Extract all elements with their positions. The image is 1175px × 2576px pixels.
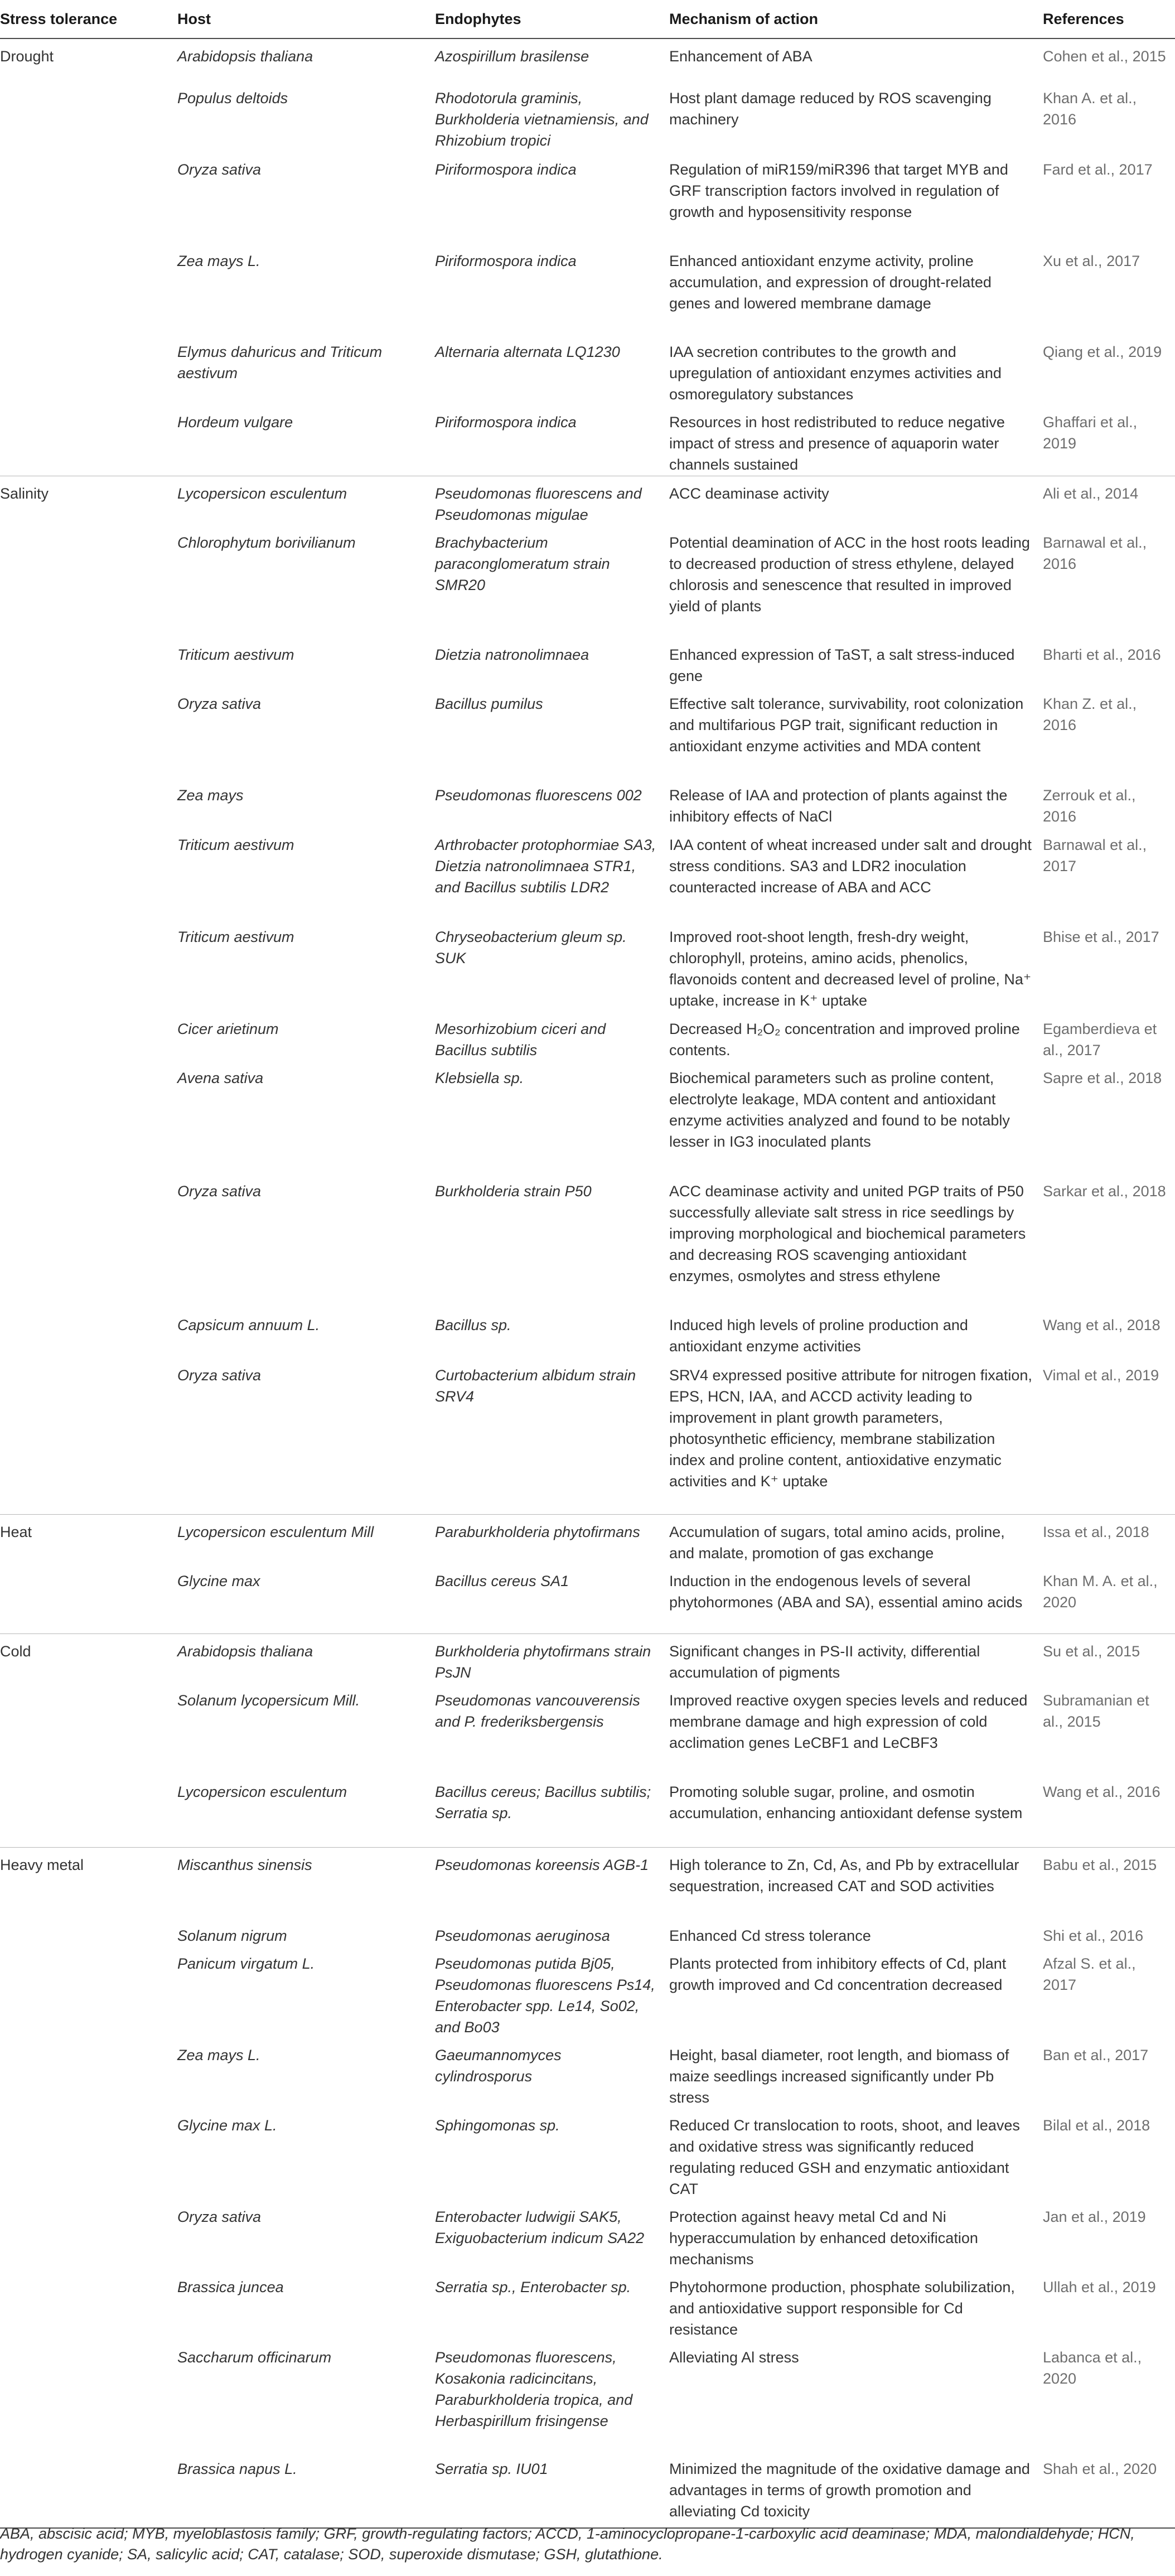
host-cell: Oryza sativa — [177, 2208, 262, 2225]
stress-tolerance-cell — [0, 152, 173, 244]
host-cell: Glycine max — [177, 1572, 260, 1589]
reference-cell: Shah et al., 2020 — [1038, 2452, 1175, 2528]
endophytes-cell: Bacillus cereus SA1 — [435, 1572, 569, 1589]
stress-tolerance-cell — [0, 1358, 173, 1514]
endophytes-cell: Burkholderia strain P50 — [435, 1183, 592, 1200]
stress-tolerance-cell — [0, 335, 173, 405]
host-cell: Miscanthus sinensis — [173, 1847, 431, 1918]
stress-tolerance-cell — [0, 1564, 173, 1634]
reference-cell: Ghaffari et al., 2019 — [1043, 414, 1138, 452]
header-row — [0, 0, 1175, 38]
table-row — [0, 2038, 1175, 2108]
table-footnote: ABA, abscisic acid; MYB, myeloblastosis family; GRF, growth-regulating factors; ACCD, 1-aminocyclopropane-1-carboxylic acid deaminase; MDA, malondialdehyde; HCN, hydrogen cyanide; SA, salicylic acid; CAT, catalase; SOD, superoxide dismutase; GSH, glutathione. — [0, 2525, 1135, 2563]
endophytes-cell: Rhodotorula graminis, Burkholderia vietnamiensis, and Rhizobium tropici — [435, 90, 649, 149]
host-cell: Zea mays L. — [177, 2047, 260, 2063]
endophytes-cell: Chryseobacterium gleum sp. SUK — [435, 929, 627, 966]
mechanism-cell: Height, basal diameter, root length, and biomass of maize seedlings increased significantly under Pb stress — [669, 2047, 1009, 2106]
endophytes-cell: Piriformospora indica — [435, 161, 577, 178]
host-cell: Lycopersicon esculentum — [173, 476, 431, 525]
endophytes-cell: Mesorhizobium ciceri and Bacillus subtilis — [435, 1021, 606, 1059]
stress-tolerance-cell — [0, 2038, 173, 2108]
table-row — [0, 476, 1175, 525]
mechanism-cell: Enhanced Cd stress tolerance — [669, 1927, 871, 1944]
host-cell: Solanum lycopersicum Mill. — [177, 1692, 360, 1709]
host-cell: Zea mays — [177, 787, 244, 804]
header-references: References — [1038, 0, 1175, 38]
host-cell: Lycopersicon esculentum — [177, 1784, 347, 1800]
mechanism-cell: Biochemical parameters such as proline content, electrolyte leakage, MDA content and antioxidant enzyme activities analyzed and found to be notably lesser in IG3 inoculated plants — [669, 1070, 1010, 1150]
table-body — [0, 38, 1175, 2528]
reference-cell: Khan Z. et al., 2016 — [1043, 695, 1137, 733]
host-cell: Brassica juncea — [177, 2279, 284, 2295]
mechanism-cell: Plants protected from inhibitory effects of Cd, plant growth improved and Cd concentration decreased — [669, 1955, 1007, 1993]
reference-cell: Zerrouk et al., 2016 — [1043, 787, 1136, 825]
reference-cell: Labanca et al., 2020 — [1043, 2349, 1142, 2387]
table-row — [0, 1634, 1175, 1684]
endophytes-cell: Dietzia natronolimnaea — [435, 646, 589, 663]
mechanism-cell: Accumulation of sugars, total amino acids, proline, and malate, promotion of gas exchange — [665, 1514, 1038, 1564]
reference-cell: Qiang et al., 2019 — [1043, 344, 1162, 360]
table-row — [0, 405, 1175, 476]
stress-tolerance-cell — [0, 778, 173, 828]
endophytes-cell: Piriformospora indica — [435, 253, 577, 269]
stress-tolerance-cell — [0, 1683, 173, 1775]
mechanism-cell: Enhancement of ABA — [669, 48, 813, 65]
host-cell: Cicer arietinum — [177, 1021, 279, 1037]
host-cell: Elymus dahuricus and Triticum aestivum — [177, 344, 383, 381]
endophytes-cell: Sphingomonas sp. — [435, 2117, 560, 2134]
endophytes-cell: Arthrobacter protophormiae SA3, Dietzia natronolimnaea STR1, and Bacillus subtilis LDR2 — [435, 837, 656, 896]
host-cell: Oryza sativa — [177, 1367, 262, 1384]
table-row — [0, 1174, 1175, 1308]
table-row — [0, 778, 1175, 828]
mechanism-cell: Release of IAA and protection of plants against the inhibitory effects of NaCl — [669, 787, 1008, 825]
stress-tolerance-cell — [0, 2270, 173, 2340]
host-cell: Oryza sativa — [177, 161, 262, 178]
host-cell: Brassica napus L. — [173, 2452, 431, 2528]
reference-cell: Ullah et al., 2019 — [1043, 2279, 1156, 2295]
host-cell: Hordeum vulgare — [177, 414, 293, 431]
host-cell: Arabidopsis thaliana — [177, 48, 313, 65]
reference-cell: Subramanian et al., 2015 — [1043, 1692, 1149, 1730]
mechanism-cell: Potential deamination of ACC in the host roots leading to decreased production of stress ethylene, delayed chlorosis and senescence that resulted in improved yield of plants — [669, 534, 1030, 615]
host-cell: Lycopersicon esculentum Mill — [173, 1514, 431, 1564]
mechanism-cell: Host plant damage reduced by ROS scavenging machinery — [669, 90, 992, 128]
header-mechanism: Mechanism of action — [665, 0, 1038, 38]
endophytes-cell: Gaeumannomyces cylindrosporus — [435, 2047, 562, 2085]
host-cell: Oryza sativa — [177, 695, 262, 712]
reference-cell: Bharti et al., 2016 — [1043, 646, 1161, 663]
endophytes-cell: Pseudomonas koreensis AGB-1 — [431, 1847, 665, 1918]
header-host: Host — [173, 0, 431, 38]
reference-cell: Cohen et al., 2015 — [1043, 48, 1166, 65]
stress-tolerance-cell — [0, 1918, 173, 1946]
table-row — [0, 1847, 1175, 1918]
mechanism-cell: Induced high levels of proline production and antioxidant enzyme activities — [669, 1317, 968, 1355]
mechanism-cell: Reduced Cr translocation to roots, shoot, and leaves and oxidative stress was significantly reduced regulating reduced GSH and enzymatic antioxidant CAT — [669, 2117, 1020, 2197]
stress-tolerance-cell: Heat — [0, 1514, 173, 1564]
reference-cell: Issa et al., 2018 — [1038, 1514, 1175, 1564]
table-row — [0, 1358, 1175, 1514]
stress-tolerance-cell — [0, 1775, 173, 1847]
table-row — [0, 2108, 1175, 2200]
endophytes-cell: Burkholderia phytofirmans strain PsJN — [431, 1634, 665, 1684]
host-cell: Panicum virgatum L. — [177, 1955, 315, 1972]
host-cell: Arabidopsis thaliana — [173, 1634, 431, 1684]
table-row — [0, 1061, 1175, 1174]
stress-tolerance-cell — [0, 81, 173, 152]
host-cell: Oryza sativa — [177, 1183, 262, 1200]
table-row — [0, 1775, 1175, 1847]
endophytes-cell: Serratia sp. IU01 — [431, 2452, 665, 2528]
host-cell: Saccharum officinarum — [177, 2349, 332, 2366]
table-row — [0, 335, 1175, 405]
endophytes-cell: Pseudomonas fluorescens, Kosakonia radicincitans, Paraburkholderia tropica, and Herbaspirillum frisingense — [435, 2349, 633, 2429]
endophytes-cell: Piriformospora indica — [435, 414, 577, 431]
header-stress-tolerance: Stress tolerance — [0, 0, 173, 38]
table-row — [0, 2340, 1175, 2452]
endophytes-cell: Azospirillum brasilense — [435, 48, 589, 65]
stress-tolerance-cell — [0, 687, 173, 778]
reference-cell: Khan A. et al., 2016 — [1043, 90, 1137, 128]
reference-cell: Xu et al., 2017 — [1043, 253, 1140, 269]
endophytes-cell: Pseudomonas vancouverensis and P. frederiksbergensis — [435, 1692, 640, 1730]
stress-tolerance-cell — [0, 525, 173, 637]
reference-cell: Barnawal et al., 2016 — [1043, 534, 1147, 572]
mechanism-cell: Effective salt tolerance, survivability, root colonization and multifarious PGP trait, significant reduction in antioxidant enzyme activities and MDA content — [669, 695, 1024, 755]
reference-cell: Wang et al., 2016 — [1043, 1784, 1161, 1800]
mechanism-cell: High tolerance to Zn, Cd, As, and Pb by extracellular sequestration, increased CAT and SOD activities — [665, 1847, 1038, 1918]
stress-tolerance-cell — [0, 1308, 173, 1358]
stress-tolerance-cell: Cold — [0, 1634, 173, 1684]
table-row — [0, 920, 1175, 1012]
stress-tolerance-cell — [0, 2200, 173, 2270]
stress-tolerance-cell — [0, 637, 173, 687]
reference-cell: Barnawal et al., 2017 — [1043, 837, 1147, 874]
mechanism-cell: Enhanced expression of TaST, a salt stress-induced gene — [669, 646, 1015, 684]
mechanism-cell: Decreased H₂O₂ concentration and improved proline contents. — [669, 1021, 1020, 1059]
stress-tolerance-cell — [0, 2108, 173, 2200]
stress-tolerance-cell — [0, 2452, 173, 2528]
stress-tolerance-cell — [0, 405, 173, 476]
endophytes-cell: Paraburkholderia phytofirmans — [431, 1514, 665, 1564]
reference-cell: Khan M. A. et al., 2020 — [1043, 1572, 1158, 1611]
mechanism-cell: Improved root-shoot length, fresh-dry weight, chlorophyll, proteins, amino acids, phenolics, flavonoids content and decreased level of proline, Na⁺ uptake, increase in K⁺ uptake — [669, 929, 1032, 1009]
table-row — [0, 525, 1175, 637]
table-row — [0, 2200, 1175, 2270]
table-header — [0, 0, 1175, 38]
mechanism-cell: Minimized the magnitude of the oxidative damage and advantages in terms of growth promotion and alleviating Cd toxicity — [665, 2452, 1038, 2528]
endophytes-cell: Brachybacterium paraconglomeratum strain SMR20 — [435, 534, 610, 593]
host-cell: Triticum aestivum — [177, 646, 294, 663]
table-row — [0, 1514, 1175, 1564]
table-row — [0, 637, 1175, 687]
reference-cell: Vimal et al., 2019 — [1043, 1367, 1159, 1384]
endophytes-cell: Bacillus pumilus — [435, 695, 543, 712]
host-cell: Populus deltoids — [177, 90, 288, 107]
reference-cell: Sapre et al., 2018 — [1043, 1070, 1162, 1086]
stress-tolerance-cell — [0, 2340, 173, 2452]
host-cell: Avena sativa — [177, 1070, 264, 1086]
mechanism-cell: Significant changes in PS-II activity, differential accumulation of pigments — [665, 1634, 1038, 1684]
host-cell: Zea mays L. — [177, 253, 260, 269]
host-cell: Capsicum annuum L. — [177, 1317, 320, 1333]
table-row — [0, 828, 1175, 920]
endophytes-cell: Enterobacter ludwigii SAK5, Exiguobacterium indicum SA22 — [435, 2208, 645, 2246]
stress-tolerance-cell: Drought — [0, 48, 54, 65]
table-row — [0, 1918, 1175, 1946]
mechanism-cell: Regulation of miR159/miR396 that target MYB and GRF transcription factors involved in regulation of growth and hyposensitivity response — [669, 161, 1008, 220]
table-row — [0, 1308, 1175, 1358]
reference-cell: Fard et al., 2017 — [1043, 161, 1153, 178]
stress-tolerance-cell — [0, 1946, 173, 2038]
mechanism-cell: Alleviating Al stress — [669, 2349, 799, 2366]
mechanism-cell: Improved reactive oxygen species levels and reduced membrane damage and high expression of cold acclimation genes LeCBF1 and LeCBF3 — [669, 1692, 1028, 1751]
endophytes-cell: Pseudomonas fluorescens 002 — [435, 787, 642, 804]
stress-tolerance-cell — [0, 1061, 173, 1174]
host-cell: Glycine max L. — [177, 2117, 277, 2134]
stress-tolerance-cell: Salinity — [0, 476, 173, 525]
table-row — [0, 152, 1175, 244]
mechanism-cell: ACC deaminase activity and united PGP traits of P50 successfully alleviate salt stress in rice seedlings by improving morphological and biochemical parameters and decreasing ROS scavenging antioxidant enzymes, osmolytes and stress ethylene — [669, 1183, 1026, 1284]
mechanism-cell: ACC deaminase activity — [665, 476, 1038, 525]
reference-cell: Shi et al., 2016 — [1043, 1927, 1144, 1944]
endophytes-cell: Alternaria alternata LQ1230 — [435, 344, 620, 360]
reference-cell: Jan et al., 2019 — [1043, 2208, 1146, 2225]
host-cell: Solanum nigrum — [177, 1927, 287, 1944]
stress-tolerance-cell — [0, 920, 173, 1012]
reference-cell: Bilal et al., 2018 — [1043, 2117, 1150, 2134]
stress-tolerance-cell — [0, 244, 173, 335]
mechanism-cell: Induction in the endogenous levels of several phytohormones (ABA and SA), essential amino acids — [669, 1572, 1023, 1611]
reference-cell: Bhise et al., 2017 — [1043, 929, 1159, 945]
endophytes-cell: Bacillus sp. — [435, 1317, 511, 1333]
endophytes-cell: Bacillus cereus; Bacillus subtilis; Serratia sp. — [435, 1784, 651, 1821]
table-row — [0, 81, 1175, 152]
table-row — [0, 2452, 1175, 2528]
table-row — [0, 38, 1175, 81]
table-row — [0, 1683, 1175, 1775]
mechanism-cell: Enhanced antioxidant enzyme activity, proline accumulation, and expression of drought-related genes and lowered membrane damage — [669, 253, 992, 312]
endophytes-cell: Serratia sp., Enterobacter sp. — [435, 2279, 631, 2295]
reference-cell: Su et al., 2015 — [1038, 1634, 1175, 1684]
stress-tolerance-cell — [0, 1012, 173, 1061]
stress-tolerance-cell — [0, 828, 173, 920]
table-row — [0, 687, 1175, 778]
endophytes-cell: Pseudomonas aeruginosa — [435, 1927, 610, 1944]
reference-cell: Ban et al., 2017 — [1043, 2047, 1149, 2063]
stress-tolerance-cell: Heavy metal — [0, 1847, 173, 1918]
reference-cell: Egamberdieva et al., 2017 — [1043, 1021, 1157, 1059]
table-row — [0, 2270, 1175, 2340]
host-cell: Triticum aestivum — [177, 837, 294, 853]
stress-tolerance-cell — [0, 1174, 173, 1308]
reference-cell: Afzal S. et al., 2017 — [1043, 1955, 1136, 1993]
table-row — [0, 1564, 1175, 1634]
reference-cell: Sarkar et al., 2018 — [1043, 1183, 1166, 1200]
host-cell: Chlorophytum borivilianum — [177, 534, 356, 551]
mechanism-cell: SRV4 expressed positive attribute for nitrogen fixation, EPS, HCN, IAA, and ACCD activity leading to improvement in plant growth parameters, photosynthetic efficiency, membrane stabilization index and proline content, antioxidative enzymatic activities and K⁺ uptake — [669, 1367, 1032, 1490]
host-cell: Triticum aestivum — [177, 929, 294, 945]
table-row — [0, 1012, 1175, 1061]
mechanism-cell: Phytohormone production, phosphate solubilization, and antioxidative support responsible for Cd resistance — [669, 2279, 1015, 2338]
header-endophytes: Endophytes — [431, 0, 665, 38]
reference-cell: Babu et al., 2015 — [1038, 1847, 1175, 1918]
mechanism-cell: IAA secretion contributes to the growth and upregulation of antioxidant enzymes activities and osmoregulatory substances — [669, 344, 1002, 403]
endophytes-cell: Pseudomonas putida Bj05, Pseudomonas fluorescens Ps14, Enterobacter spp. Le14, So02, and Bo03 — [435, 1955, 655, 2036]
mechanism-cell: Promoting soluble sugar, proline, and osmotin accumulation, enhancing antioxidant defense system — [669, 1784, 1023, 1821]
mechanism-cell: Protection against heavy metal Cd and Ni hyperaccumulation by enhanced detoxification mechanisms — [669, 2208, 978, 2268]
table-row — [0, 1946, 1175, 2038]
reference-cell: Wang et al., 2018 — [1043, 1317, 1161, 1333]
endophytes-cell: Curtobacterium albidum strain SRV4 — [435, 1367, 636, 1405]
mechanism-cell: IAA content of wheat increased under salt and drought stress conditions. SA3 and LDR2 inoculation counteracted increase of ABA and ACC — [669, 837, 1032, 896]
mechanism-cell: Resources in host redistributed to reduce negative impact of stress and presence of aquaporin water channels sustained — [669, 414, 1005, 473]
endophytes-cell: Pseudomonas fluorescens and Pseudomonas migulae — [431, 476, 665, 525]
table-row — [0, 244, 1175, 335]
reference-cell: Ali et al., 2014 — [1038, 476, 1175, 525]
endophytes-cell: Klebsiella sp. — [435, 1070, 524, 1086]
